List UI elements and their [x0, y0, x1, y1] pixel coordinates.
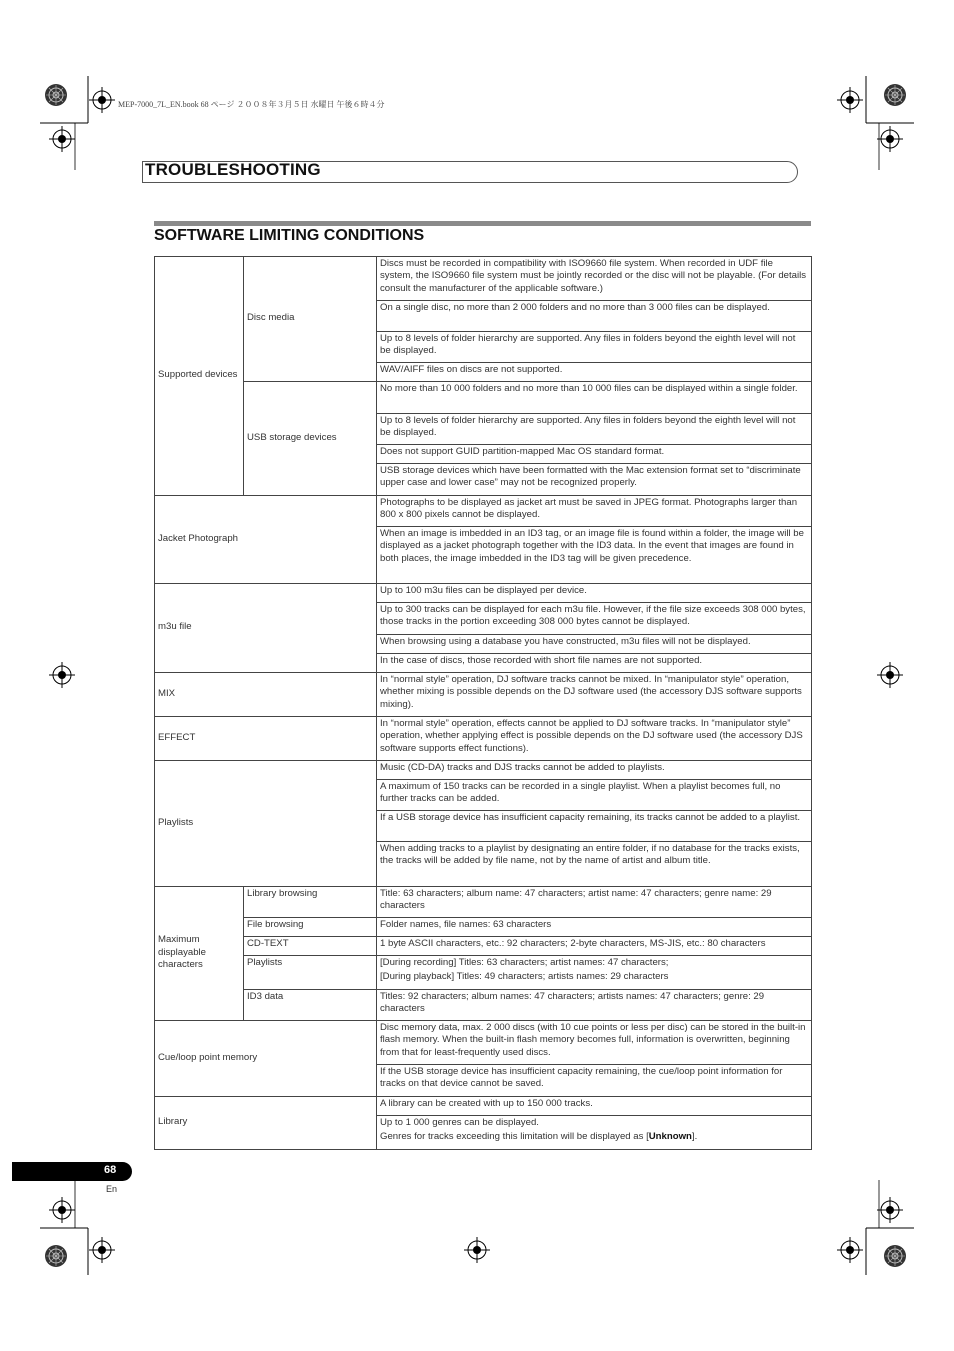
table-row: [155, 990, 812, 1021]
category-cell: Maximum displayable characters: [155, 887, 244, 1021]
description-cell: 1 byte ASCII characters, etc.: 92 characters; 2-byte characters, MS-JIS, etc.: 80 characters: [377, 937, 812, 956]
subcategory-cell: CD-TEXT: [244, 937, 377, 956]
text-fragment: ].: [691, 1131, 698, 1143]
subcategory-cell: File browsing: [244, 918, 377, 937]
description-cell: In “normal style” operation, effects cannot be applied to DJ software tracks. In “manipulator style” operation, whether applying effect is possible depends on the DJ software used (the accessory DJS software supports effect functions).: [377, 717, 812, 761]
chapter-title: TROUBLESHOOTING: [145, 160, 321, 179]
description-cell: When browsing using a database you have constructed, m3u files will not be displayed.: [377, 635, 812, 654]
category-cell: m3u file: [155, 584, 377, 673]
category-cell: Library: [155, 1097, 377, 1150]
description-cell: In the case of discs, those recorded with short file names are not supported.: [377, 654, 812, 673]
limits-table: [154, 256, 812, 1150]
subcategory-cell: USB storage devices: [244, 382, 377, 496]
description-cell: Discs must be recorded in compatibility with ISO9660 file system. When recorded in UDF file system, the ISO9660 file system must be jointly recorded or the disc will not be playable. (For details consult the manufacturer of the applicable software.): [377, 257, 812, 301]
unknown-label: Unknown: [648, 1131, 692, 1143]
description-cell: Disc memory data, max. 2 000 discs (with 10 cue points or less per disc) can be stored in the built-in flash memory. When the built-in flash memory becomes full, information is overwritten, beginning from that for least-frequently used discs.: [377, 1021, 812, 1065]
description-cell: When an image is imbedded in an ID3 tag, or an image file is found within a folder, the image will be displayed as a jacket photograph together with the ID3 data. In the event that images are found in both places, the image imbedded in the ID3 tag will be given precedence.: [377, 527, 812, 584]
table-row: [155, 761, 812, 780]
table-row: [155, 887, 812, 918]
description-cell: If the USB storage device has insufficient capacity remaining, the cue/loop point information for tracks on that device cannot be saved.: [377, 1065, 812, 1097]
page-language: En: [106, 1184, 118, 1194]
description-cell: Titles: 92 characters; album names: 47 characters; artists names: 47 characters; genre: 29 characters: [377, 990, 812, 1021]
section-title: SOFTWARE LIMITING CONDITIONS: [154, 227, 425, 244]
description-line: [During playback] Titles: 49 characters; artists names: 29 characters: [380, 971, 669, 983]
table-row: [155, 257, 812, 301]
description-line: [During recording] Titles: 63 characters; artist names: 47 characters;: [380, 957, 669, 968]
category-cell: EFFECT: [155, 717, 377, 761]
file-header: MEP-7000_7L_EN.book 68 ページ ２００８年３月５日 水曜日 午後６時４分: [118, 100, 385, 109]
description-cell: Music (CD-DA) tracks and DJS tracks cannot be added to playlists.: [377, 761, 812, 780]
table-row: [155, 717, 812, 761]
table-row: [155, 496, 812, 527]
description-cell: Does not support GUID partition-mapped Mac OS standard format.: [377, 445, 812, 464]
description-cell: When adding tracks to a playlist by designating an entire folder, if no database for the tracks exists, the tracks will be added by file name, not by the name of artist and album title.: [377, 842, 812, 887]
table-row: [155, 956, 812, 990]
table-row: [155, 937, 812, 956]
description-cell: [377, 1116, 812, 1150]
description-cell: Photographs to be displayed as jacket art must be saved in JPEG format. Photographs larger than 800 x 800 pixels cannot be displayed.: [377, 496, 812, 527]
description-cell: Up to 300 tracks can be displayed for each m3u file. However, if the file size exceeds 308 000 bytes, those tracks in the portion exceeding 308 000 bytes cannot be displayed.: [377, 603, 812, 635]
description-cell: WAV/AIFF files on discs are not supported.: [377, 363, 812, 382]
table-row: [155, 1021, 812, 1065]
description-cell: No more than 10 000 folders and no more than 10 000 files can be displayed within a single folder.: [377, 382, 812, 414]
description-cell: Title: 63 characters; album name: 47 characters; artist name: 47 characters; genre name: 29 characters: [377, 887, 812, 918]
description-cell: Up to 8 levels of folder hierarchy are supported. Any files in folders beyond the eighth level will not be displayed.: [377, 414, 812, 445]
description-cell: In “normal style” operation, DJ software tracks cannot be mixed. In “manipulator style” operation, whether mixing is possible depends on the DJ software used (the accessory DJS software supports mixing).: [377, 673, 812, 717]
table-row: [155, 1097, 812, 1116]
description-line: Up to 1 000 genres can be displayed.: [380, 1117, 539, 1128]
table-row: [155, 673, 812, 717]
description-cell: Up to 100 m3u files can be displayed per device.: [377, 584, 812, 603]
subcategory-cell: Library browsing: [244, 887, 377, 918]
category-cell: Cue/loop point memory: [155, 1021, 377, 1097]
subcategory-cell: Disc media: [244, 257, 377, 382]
category-cell: Jacket Photograph: [155, 496, 377, 584]
description-cell: On a single disc, no more than 2 000 folders and no more than 3 000 files can be displayed.: [377, 301, 812, 332]
description-cell: Up to 8 levels of folder hierarchy are supported. Any files in folders beyond the eighth level will not be displayed.: [377, 332, 812, 363]
page-number: 68: [104, 1164, 117, 1176]
description-cell: A maximum of 150 tracks can be recorded in a single playlist. When a playlist becomes full, no further tracks can be added.: [377, 780, 812, 811]
category-cell: Supported devices: [155, 257, 244, 496]
description-line: [380, 1131, 808, 1143]
description-cell: A library can be created with up to 150 000 tracks.: [377, 1097, 812, 1116]
category-cell: Playlists: [155, 761, 377, 887]
section-rule: [154, 221, 811, 226]
table-row: [155, 382, 812, 414]
description-cell: If a USB storage device has insufficient capacity remaining, its tracks cannot be added to a playlist.: [377, 811, 812, 842]
subcategory-cell: ID3 data: [244, 990, 377, 1021]
category-cell: MIX: [155, 673, 377, 717]
description-cell: [377, 956, 812, 990]
table-row: [155, 584, 812, 603]
description-cell: Folder names, file names: 63 characters: [377, 918, 812, 937]
text-fragment: Genres for tracks exceeding this limitation will be displayed as [: [380, 1131, 649, 1143]
subcategory-cell: Playlists: [244, 956, 377, 990]
description-cell: USB storage devices which have been formatted with the Mac extension format set to “discriminate upper case and lower case” may not be recognized properly.: [377, 464, 812, 496]
table-row: [155, 918, 812, 937]
